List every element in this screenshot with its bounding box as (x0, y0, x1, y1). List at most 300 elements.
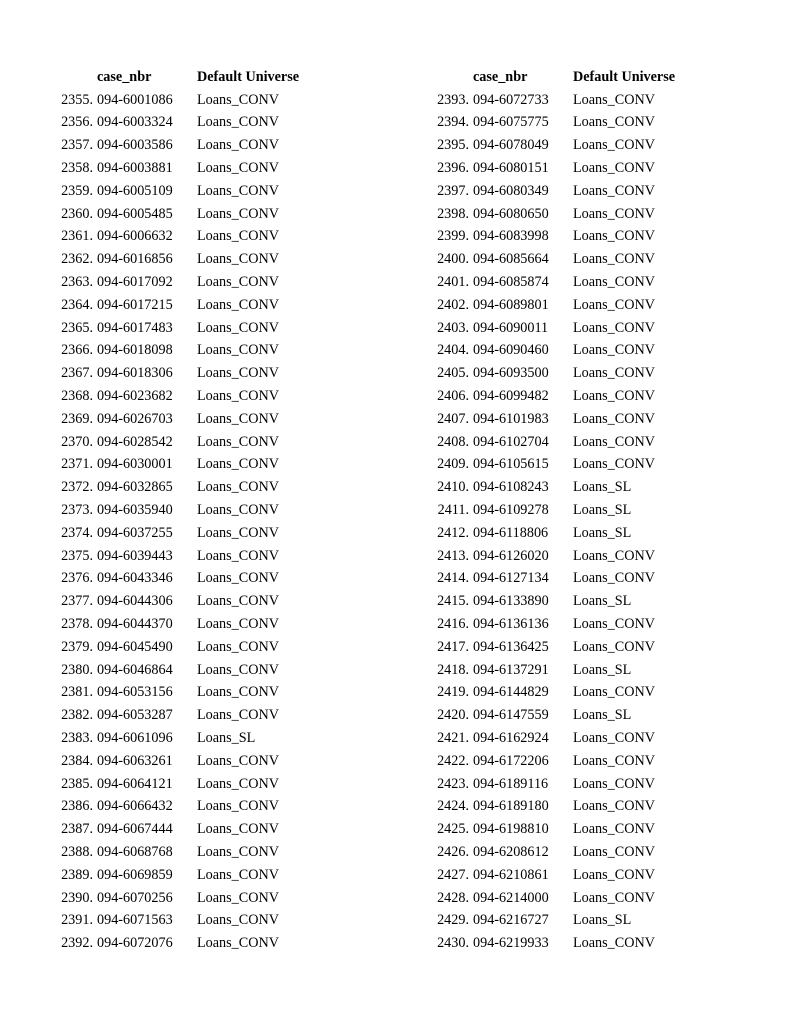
case-nbr-cell: 094-6136425 (473, 638, 549, 655)
row-number: 2377. (61, 593, 93, 610)
table-row (376, 431, 713, 454)
row-number: 2406. (437, 388, 469, 405)
table-row (376, 682, 713, 705)
case-nbr-cell: 094-6214000 (473, 889, 549, 906)
case-nbr-cell: 094-6085874 (473, 274, 549, 291)
default-universe-cell: Loans_CONV (197, 775, 279, 792)
case-nbr-cell: 094-6018098 (97, 342, 173, 359)
table-row (376, 157, 713, 180)
row-number: 2401. (437, 274, 469, 291)
row-number: 2413. (437, 547, 469, 564)
row-number: 2394. (437, 114, 469, 131)
default-universe-cell: Loans_CONV (197, 388, 279, 405)
row-number: 2381. (61, 684, 93, 701)
table-row (0, 887, 337, 910)
table-row (376, 636, 713, 659)
table-row (0, 431, 337, 454)
case-nbr-cell: 094-6216727 (473, 912, 549, 929)
row-number: 2388. (61, 843, 93, 860)
default-universe-cell: Loans_SL (573, 661, 632, 678)
table-row (0, 340, 337, 363)
row-number: 2370. (61, 433, 93, 450)
case-nbr-cell: 094-6105615 (473, 456, 549, 473)
case-nbr-cell: 094-6090460 (473, 342, 549, 359)
row-number: 2423. (437, 775, 469, 792)
case-nbr-cell: 094-6080650 (473, 205, 549, 222)
table-row (0, 750, 337, 773)
default-universe-cell: Loans_CONV (197, 205, 279, 222)
case-nbr-cell: 094-6093500 (473, 365, 549, 382)
case-nbr-cell: 094-6070256 (97, 889, 173, 906)
default-universe-cell: Loans_CONV (197, 593, 279, 610)
table-row (0, 317, 337, 340)
default-universe-cell: Loans_CONV (573, 296, 655, 313)
row-number: 2389. (61, 866, 93, 883)
row-number: 2376. (61, 570, 93, 587)
table-row (0, 682, 337, 705)
row-number: 2407. (437, 410, 469, 427)
default-universe-cell: Loans_CONV (197, 342, 279, 359)
default-universe-cell: Loans_CONV (197, 684, 279, 701)
table-row (376, 271, 713, 294)
case-nbr-cell: 094-6136136 (473, 616, 549, 633)
default-universe-cell: Loans_SL (573, 479, 632, 496)
table-row (0, 796, 337, 819)
row-number: 2430. (437, 935, 469, 952)
default-universe-cell: Loans_CONV (573, 410, 655, 427)
table-row (0, 180, 337, 203)
table-row (0, 271, 337, 294)
table-row (376, 568, 713, 591)
default-universe-cell: Loans_CONV (573, 365, 655, 382)
row-number: 2404. (437, 342, 469, 359)
table-row (376, 818, 713, 841)
case-nbr-header: case_nbr (97, 68, 152, 85)
table-row (376, 909, 713, 932)
table-row (376, 180, 713, 203)
row-number: 2416. (437, 616, 469, 633)
row-number: 2410. (437, 479, 469, 496)
default-universe-cell: Loans_SL (573, 524, 632, 541)
row-number: 2368. (61, 388, 93, 405)
table-row (376, 134, 713, 157)
default-universe-cell: Loans_CONV (573, 228, 655, 245)
default-universe-cell: Loans_CONV (573, 547, 655, 564)
default-universe-cell: Loans_CONV (573, 205, 655, 222)
default-universe-cell: Loans_CONV (573, 570, 655, 587)
table-row (376, 704, 713, 727)
table-row (0, 545, 337, 568)
case-nbr-cell: 094-6162924 (473, 730, 549, 746)
row-number: 2390. (61, 889, 93, 906)
row-number: 2384. (61, 752, 93, 769)
row-number: 2405. (437, 365, 469, 382)
table-row (0, 841, 337, 864)
table-row (376, 89, 713, 112)
case-nbr-cell: 094-6075775 (473, 114, 549, 131)
default-universe-cell: Loans_CONV (573, 638, 655, 655)
case-nbr-cell: 094-6219933 (473, 935, 549, 952)
table-row (0, 727, 337, 750)
row-number: 2374. (61, 524, 93, 541)
case-nbr-cell: 094-6026703 (97, 410, 173, 427)
default-universe-cell: Loans_CONV (197, 228, 279, 245)
case-nbr-cell: 094-6068768 (97, 843, 173, 860)
table-row (376, 841, 713, 864)
case-nbr-cell: 094-6005485 (97, 205, 173, 222)
table-row (0, 864, 337, 887)
row-number: 2421. (437, 730, 469, 746)
row-number: 2378. (61, 616, 93, 633)
row-number: 2364. (61, 296, 93, 313)
table-row (0, 590, 337, 613)
case-nbr-cell: 094-6108243 (473, 479, 549, 496)
default-universe-cell: Loans_CONV (197, 502, 279, 519)
table-row (0, 773, 337, 796)
table-row (376, 499, 713, 522)
row-number: 2395. (437, 137, 469, 154)
row-number: 2412. (437, 524, 469, 541)
table-row (0, 112, 337, 135)
table-row (0, 613, 337, 636)
default-universe-cell: Loans_CONV (573, 274, 655, 291)
table-row (0, 909, 337, 932)
case-nbr-cell: 094-6044370 (97, 616, 173, 633)
row-number: 2372. (61, 479, 93, 496)
row-number: 2366. (61, 342, 93, 359)
table-row (0, 659, 337, 682)
case-nbr-cell: 094-6126020 (473, 547, 549, 564)
default-universe-cell: Loans_CONV (197, 707, 279, 724)
table-row (0, 522, 337, 545)
case-nbr-cell: 094-6043346 (97, 570, 173, 587)
table-row (0, 226, 337, 249)
default-universe-cell: Loans_CONV (197, 616, 279, 633)
case-nbr-cell: 094-6083998 (473, 228, 549, 245)
table-row (376, 932, 713, 955)
row-number: 2380. (61, 661, 93, 678)
table-row (376, 864, 713, 887)
default-universe-cell: Loans_CONV (573, 114, 655, 131)
row-number: 2414. (437, 570, 469, 587)
row-number: 2355. (61, 91, 93, 108)
default-universe-cell: Loans_CONV (197, 479, 279, 496)
default-universe-cell: Loans_CONV (573, 388, 655, 405)
default-universe-cell: Loans_CONV (197, 866, 279, 883)
case-nbr-cell: 094-6137291 (473, 661, 549, 678)
default-universe-cell: Loans_CONV (197, 798, 279, 815)
case-nbr-cell: 094-6061096 (97, 730, 173, 746)
default-universe-cell: Loans_CONV (197, 91, 279, 108)
case-table-left (0, 66, 337, 955)
row-number: 2426. (437, 843, 469, 860)
row-number: 2424. (437, 798, 469, 815)
row-number: 2398. (437, 205, 469, 222)
table-row (0, 203, 337, 226)
default-universe-cell: Loans_CONV (573, 342, 655, 359)
case-nbr-cell: 094-6127134 (473, 570, 549, 587)
default-universe-cell: Loans_CONV (573, 730, 655, 746)
default-universe-header: Default Universe (573, 68, 676, 85)
row-number: 2418. (437, 661, 469, 678)
case-nbr-cell: 094-6003586 (97, 137, 173, 154)
default-universe-cell: Loans_SL (573, 707, 632, 724)
default-universe-cell: Loans_CONV (197, 456, 279, 473)
default-universe-cell: Loans_CONV (573, 843, 655, 860)
case-nbr-cell: 094-6064121 (97, 775, 173, 792)
case-nbr-cell: 094-6006632 (97, 228, 173, 245)
row-number: 2387. (61, 821, 93, 838)
table-header-row (376, 66, 713, 89)
default-universe-cell: Loans_CONV (573, 616, 655, 633)
default-universe-cell: Loans_CONV (197, 661, 279, 678)
case-nbr-cell: 094-6208612 (473, 843, 549, 860)
table-row (0, 248, 337, 271)
table-row (376, 659, 713, 682)
case-nbr-cell: 094-6044306 (97, 593, 173, 610)
right-column (376, 66, 713, 955)
row-number: 2369. (61, 410, 93, 427)
default-universe-cell: Loans_CONV (573, 319, 655, 336)
case-nbr-cell: 094-6072733 (473, 91, 549, 108)
case-nbr-cell: 094-6030001 (97, 456, 173, 473)
row-number: 2429. (437, 912, 469, 929)
row-number: 2359. (61, 182, 93, 199)
row-number: 2403. (437, 319, 469, 336)
case-nbr-cell: 094-6072076 (97, 935, 173, 952)
table-row (376, 590, 713, 613)
case-nbr-cell: 094-6078049 (473, 137, 549, 154)
default-universe-cell: Loans_CONV (197, 843, 279, 860)
table-row (376, 248, 713, 271)
default-universe-cell: Loans_CONV (573, 775, 655, 792)
table-row (0, 818, 337, 841)
default-universe-cell: Loans_CONV (573, 821, 655, 838)
case-nbr-cell: 094-6109278 (473, 502, 549, 519)
default-universe-cell: Loans_CONV (197, 410, 279, 427)
case-nbr-cell: 094-6090011 (473, 319, 549, 336)
row-number-header (0, 66, 97, 89)
table-row (376, 294, 713, 317)
case-nbr-cell: 094-6189116 (473, 775, 549, 792)
default-universe-cell: Loans_SL (573, 593, 632, 610)
row-number: 2408. (437, 433, 469, 450)
case-nbr-cell: 094-6045490 (97, 638, 173, 655)
row-number: 2382. (61, 707, 93, 724)
row-number: 2375. (61, 547, 93, 564)
case-nbr-cell: 094-6053156 (97, 684, 173, 701)
table-row (0, 294, 337, 317)
row-number: 2397. (437, 182, 469, 199)
row-number: 2425. (437, 821, 469, 838)
row-number: 2419. (437, 684, 469, 701)
table-row (376, 727, 713, 750)
row-number: 2385. (61, 775, 93, 792)
table-row (376, 522, 713, 545)
table-row (376, 317, 713, 340)
default-universe-cell: Loans_CONV (197, 114, 279, 131)
table-row (0, 157, 337, 180)
default-universe-cell: Loans_CONV (573, 456, 655, 473)
case-nbr-cell: 094-6039443 (97, 547, 173, 564)
default-universe-cell: Loans_CONV (197, 524, 279, 541)
table-row (376, 385, 713, 408)
default-universe-cell: Loans_CONV (197, 638, 279, 655)
case-nbr-cell: 094-6017483 (97, 319, 173, 336)
table-row (0, 476, 337, 499)
default-universe-cell: Loans_SL (573, 912, 632, 929)
default-universe-cell: Loans_SL (197, 730, 256, 746)
default-universe-cell: Loans_CONV (573, 889, 655, 906)
default-universe-cell: Loans_CONV (573, 935, 655, 952)
default-universe-cell: Loans_CONV (197, 251, 279, 268)
row-number: 2420. (437, 707, 469, 724)
table-row (0, 568, 337, 591)
case-nbr-cell: 094-6101983 (473, 410, 549, 427)
table-row (0, 499, 337, 522)
case-nbr-cell: 094-6210861 (473, 866, 549, 883)
table-row (376, 362, 713, 385)
case-nbr-cell: 094-6035940 (97, 502, 173, 519)
row-number: 2373. (61, 502, 93, 519)
case-nbr-cell: 094-6172206 (473, 752, 549, 769)
row-number: 2392. (61, 935, 93, 952)
default-universe-cell: Loans_CONV (197, 547, 279, 564)
row-number: 2383. (61, 730, 93, 746)
row-number: 2367. (61, 365, 93, 382)
case-nbr-cell: 094-6003881 (97, 160, 173, 177)
default-universe-cell: Loans_CONV (573, 91, 655, 108)
default-universe-cell: Loans_CONV (573, 684, 655, 701)
row-number: 2365. (61, 319, 93, 336)
row-number: 2360. (61, 205, 93, 222)
default-universe-cell: Loans_CONV (197, 433, 279, 450)
row-number: 2402. (437, 296, 469, 313)
default-universe-cell: Loans_CONV (197, 365, 279, 382)
row-number: 2371. (61, 456, 93, 473)
default-universe-cell: Loans_CONV (573, 137, 655, 154)
row-number: 2358. (61, 160, 93, 177)
default-universe-cell: Loans_CONV (573, 182, 655, 199)
case-nbr-cell: 094-6080151 (473, 160, 549, 177)
table-row (0, 385, 337, 408)
table-row (376, 750, 713, 773)
row-number: 2356. (61, 114, 93, 131)
default-universe-cell: Loans_CONV (197, 274, 279, 291)
default-universe-cell: Loans_CONV (573, 251, 655, 268)
default-universe-cell: Loans_CONV (197, 912, 279, 929)
case-nbr-cell: 094-6018306 (97, 365, 173, 382)
case-nbr-cell: 094-6147559 (473, 707, 549, 724)
table-row (0, 704, 337, 727)
table-row (0, 408, 337, 431)
case-nbr-cell: 094-6067444 (97, 821, 173, 838)
table-row (376, 203, 713, 226)
case-nbr-cell: 094-6023682 (97, 388, 173, 405)
table-row (376, 773, 713, 796)
case-nbr-cell: 094-6017215 (97, 296, 173, 313)
default-universe-cell: Loans_CONV (197, 752, 279, 769)
default-universe-cell: Loans_CONV (197, 821, 279, 838)
default-universe-cell: Loans_CONV (197, 889, 279, 906)
case-table-right (376, 66, 713, 955)
case-nbr-header: case_nbr (473, 68, 528, 85)
case-nbr-cell: 094-6189180 (473, 798, 549, 815)
default-universe-cell: Loans_CONV (197, 182, 279, 199)
row-number: 2396. (437, 160, 469, 177)
default-universe-cell: Loans_CONV (197, 935, 279, 952)
table-row (0, 89, 337, 112)
table-row (376, 476, 713, 499)
table-row (376, 226, 713, 249)
table-row (376, 613, 713, 636)
case-nbr-cell: 094-6198810 (473, 821, 549, 838)
table-row (0, 134, 337, 157)
case-nbr-cell: 094-6046864 (97, 661, 173, 678)
case-nbr-cell: 094-6144829 (473, 684, 549, 701)
table-row (376, 887, 713, 910)
case-nbr-cell: 094-6085664 (473, 251, 549, 268)
table-row (376, 545, 713, 568)
row-number: 2363. (61, 274, 93, 291)
row-number: 2379. (61, 638, 93, 655)
table-row (376, 408, 713, 431)
case-nbr-cell: 094-6069859 (97, 866, 173, 883)
table-header-row (0, 66, 337, 89)
case-nbr-cell: 094-6066432 (97, 798, 173, 815)
case-nbr-cell: 094-6005109 (97, 182, 173, 199)
case-nbr-cell: 094-6099482 (473, 388, 549, 405)
default-universe-cell: Loans_CONV (197, 160, 279, 177)
row-number: 2362. (61, 251, 93, 268)
table-row (376, 112, 713, 135)
case-nbr-cell: 094-6080349 (473, 182, 549, 199)
row-number: 2386. (61, 798, 93, 815)
row-number: 2415. (437, 593, 469, 610)
case-nbr-cell: 094-6032865 (97, 479, 173, 496)
case-nbr-cell: 094-6089801 (473, 296, 549, 313)
default-universe-cell: Loans_SL (573, 502, 632, 519)
default-universe-cell: Loans_CONV (197, 137, 279, 154)
row-number: 2409. (437, 456, 469, 473)
row-number: 2428. (437, 889, 469, 906)
case-nbr-cell: 094-6003324 (97, 114, 173, 131)
table-row (0, 454, 337, 477)
row-number: 2393. (437, 91, 469, 108)
row-number: 2427. (437, 866, 469, 883)
table-row (0, 636, 337, 659)
case-nbr-cell: 094-6028542 (97, 433, 173, 450)
case-nbr-cell: 094-6016856 (97, 251, 173, 268)
row-number: 2391. (61, 912, 93, 929)
table-row (0, 362, 337, 385)
row-number: 2357. (61, 137, 93, 154)
default-universe-cell: Loans_CONV (197, 296, 279, 313)
case-nbr-cell: 094-6037255 (97, 524, 173, 541)
table-row (0, 932, 337, 955)
row-number: 2422. (437, 752, 469, 769)
default-universe-cell: Loans_CONV (573, 752, 655, 769)
row-number: 2400. (437, 251, 469, 268)
table-row (376, 796, 713, 819)
default-universe-cell: Loans_CONV (573, 866, 655, 883)
table-body-left (0, 89, 337, 955)
case-nbr-cell: 094-6063261 (97, 752, 173, 769)
case-nbr-cell: 094-6133890 (473, 593, 549, 610)
default-universe-header: Default Universe (197, 68, 300, 85)
left-column (0, 66, 337, 955)
row-number: 2361. (61, 228, 93, 245)
